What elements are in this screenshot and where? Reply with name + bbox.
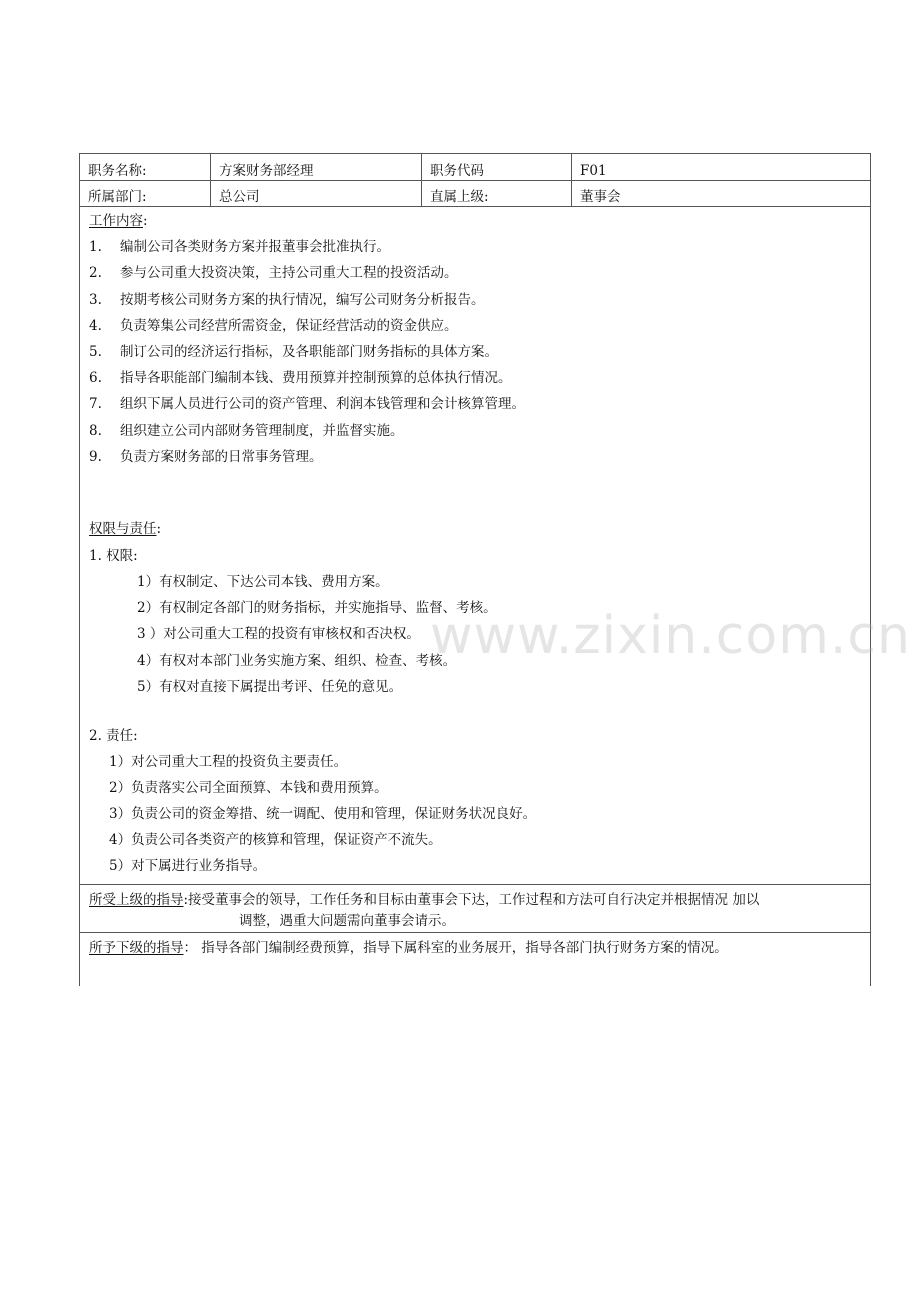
- superior-guidance-section: [80, 885, 870, 933]
- rights-item: 3 ）对公司重大工程的投资有审核权和否决权。: [137, 626, 420, 642]
- superior-guidance-line1: 所受上级的指导:接受董事会的领导，工作任务和目标由董事会下达，工作过程和方法可自行决定并根据情况 加以: [89, 892, 760, 908]
- duties-item: 3）负责公司的资金筹措、统一调配、使用和管理，保证财务状况良好。: [109, 806, 537, 822]
- work-item: 1. 编制公司各类财务方案并报董事会批准执行。: [89, 239, 390, 255]
- work-item: 3. 按期考核公司财务方案的执行情况，编写公司财务分析报告。: [89, 292, 485, 308]
- work-item: 2. 参与公司重大投资决策，主持公司重大工程的投资活动。: [89, 265, 458, 281]
- superior-guidance-label: 所受上级的指导: [89, 892, 184, 908]
- supervisor-label: 直属上级:: [422, 181, 572, 207]
- superior-guidance-line2: 调整，遇重大问题需向董事会请示。: [239, 913, 455, 929]
- work-and-authority-section: [80, 207, 870, 885]
- department-value: 总公司: [211, 181, 422, 207]
- rights-item: 5）有权对直接下属提出考评、任免的意见。: [137, 679, 403, 695]
- subordinate-guidance-line: 所予下级的指导： 指导各部门编制经费预算，指导下属科室的业务展开，指导各部门执行财务方案的情况。: [89, 940, 728, 956]
- job-title-label: 职务名称:: [80, 154, 211, 181]
- work-item: 8. 组织建立公司内部财务管理制度，并监督实施。: [89, 423, 404, 439]
- work-item: 6. 指导各职能部门编制本钱、费用预算并控制预算的总体执行情况。: [89, 370, 512, 386]
- duties-heading: 2. 责任:: [89, 728, 138, 744]
- authority-heading: 权限与责任:: [89, 521, 162, 537]
- department-label: 所属部门:: [80, 181, 211, 207]
- watermark: www.zixin.com.cn: [430, 606, 911, 666]
- rights-heading: 1. 权限:: [89, 548, 138, 564]
- duties-item: 2）负责落实公司全面预算、本钱和费用预算。: [109, 780, 388, 796]
- duties-item: 1）对公司重大工程的投资负主要责任。: [109, 754, 348, 770]
- work-item: 7. 组织下属人员进行公司的资产管理、利润本钱管理和会计核算管理。: [89, 396, 525, 412]
- job-description-form: [79, 153, 871, 986]
- duties-item: 4）负责公司各类资产的核算和管理，保证资产不流失。: [109, 832, 442, 848]
- subordinate-guidance-section: [80, 933, 870, 985]
- job-code-label: 职务代码: [422, 154, 572, 181]
- rights-item: 1）有权制定、下达公司本钱、费用方案。: [137, 574, 389, 590]
- header-row-2: [80, 181, 870, 207]
- rights-item: 4）有权对本部门业务实施方案、组织、检查、考核。: [137, 653, 457, 669]
- work-item: 5. 制订公司的经济运行指标，及各职能部门财务指标的具体方案。: [89, 344, 498, 360]
- work-item: 4. 负责筹集公司经营所需资金，保证经营活动的资金供应。: [89, 318, 458, 334]
- work-content-heading: 工作内容:: [89, 213, 148, 229]
- duties-item: 5）对下属进行业务指导。: [109, 858, 267, 874]
- job-code-value: F01: [580, 163, 607, 179]
- job-title-value: 方案财务部经理: [211, 154, 422, 181]
- header-row-1: [80, 154, 870, 181]
- supervisor-value: 董事会: [580, 189, 621, 205]
- work-item: 9. 负责方案财务部的日常事务管理。: [89, 449, 323, 465]
- subordinate-guidance-label: 所予下级的指导: [89, 940, 184, 956]
- rights-item: 2）有权制定各部门的财务指标，并实施指导、监督、考核。: [137, 600, 497, 616]
